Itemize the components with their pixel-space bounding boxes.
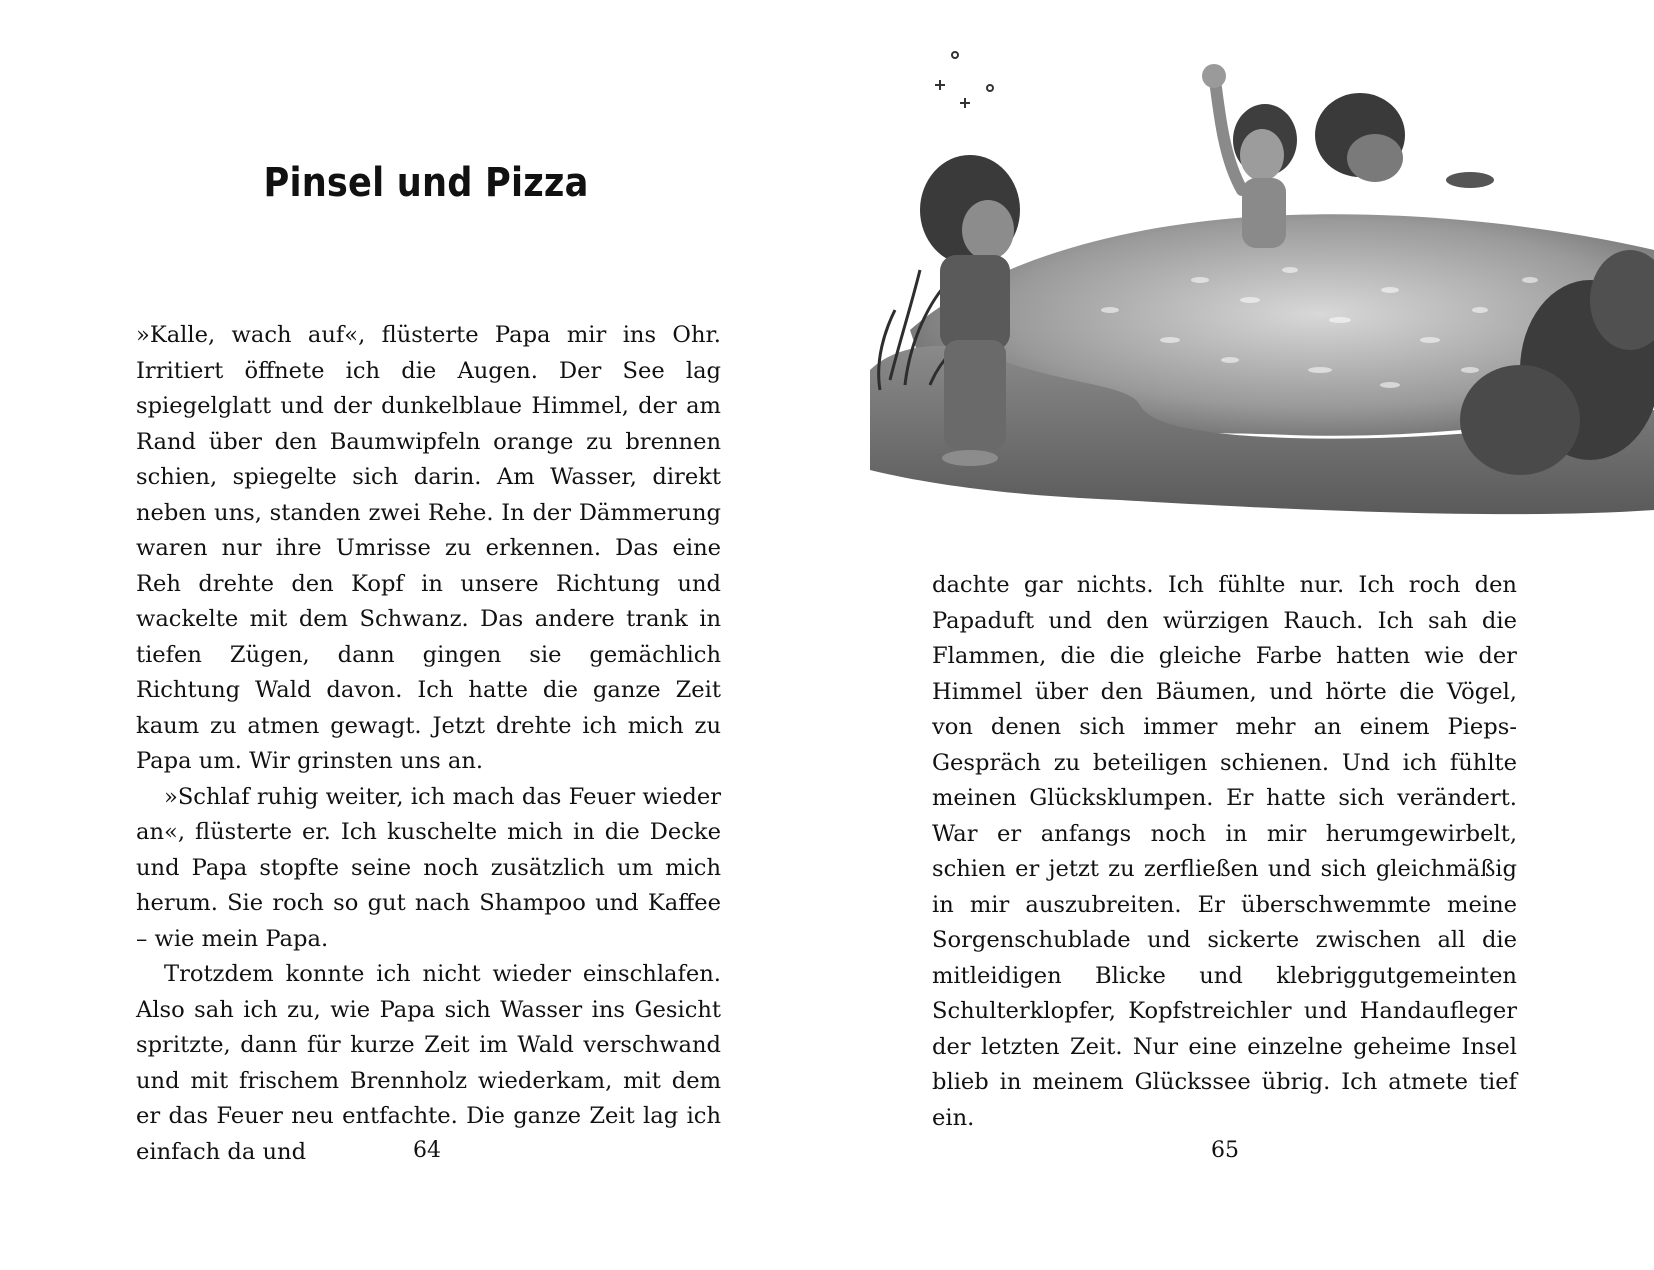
right-page-body bbox=[932, 568, 1517, 1136]
page-number-left: 64 bbox=[413, 1138, 441, 1163]
paragraph: Trotzdem konnte ich nicht wieder einschlafen. Also sah ich zu, wie Papa sich Wasser ins Gesicht spritzte, dann für kurze Zeit im Wald verschwand und mit frischem Brennholz wiederkam, mit dem er das Feuer neu entfachte. Die ganze Zeit lag ich einfach da und bbox=[136, 961, 721, 1165]
page-number-right: 65 bbox=[1211, 1138, 1239, 1163]
paragraph: dachte gar nichts. Ich fühlte nur. Ich roch den Papaduft und den würzigen Rauch. Ich sah die Flammen, die die gleiche Farbe hatten wie der Himmel über den Bäumen, und hörte die Vögel, von denen sich immer mehr an einem Pieps-Gespräch zu beteiligen schienen. Und ich fühlte meinen Glücksklumpen. Er hatte sich verändert. War er anfangs noch in mir herumgewirbelt, schien er jetzt zu zerfließen und sich gleichmäßig in mir auszubreiten. Er überschwemmte meine Sorgenschublade und sickerte zwischen all die mitleidigen Blicke und klebriggutgemeinten Schulterklopfer, Kopfstreichler und Handaufleger der letzten Zeit. Nur eine einzelne geheime Insel blieb in meinem Glückssee übrig. Ich atmete tief ein. bbox=[932, 572, 1517, 1131]
paragraph: »Schlaf ruhig weiter, ich mach das Feuer wieder an«, flüsterte er. Ich kuschelte mich in die Decke und Papa stopfte seine noch zusätzlich um mich herum. Sie roch so gut nach Shampoo und Kaffee – wie mein Papa. bbox=[136, 783, 721, 952]
chapter-title: Pinsel und Pizza bbox=[263, 160, 589, 206]
paragraph: »Kalle, wach auf«, flüsterte Papa mir ins Ohr. Irritiert öffnete ich die Augen. Der See lag spiegelglatt und der dunkelblaue Himmel, der am Rand über den Baumwipfeln orange zu brennen schien, spiegelte sich darin. Am Wasser, direkt neben uns, standen zwei Rehe. In der Dämmerung waren nur ihre Umrisse zu erkennen. Das eine Reh drehte den Kopf in unsere Richtung und wackelte mit dem Schwanz. Das andere trank in tiefen Zügen, dann gingen sie gemächlich Richtung Wald davon. Ich hatte die ganze Zeit kaum zu atmen gewagt. Jetzt drehte ich mich zu Papa um. Wir grinsten uns an. bbox=[136, 322, 721, 774]
lake-illustration bbox=[870, 40, 1654, 540]
kid-smiling bbox=[1315, 93, 1494, 188]
sparkles bbox=[935, 52, 993, 108]
left-page-body bbox=[136, 318, 721, 1170]
